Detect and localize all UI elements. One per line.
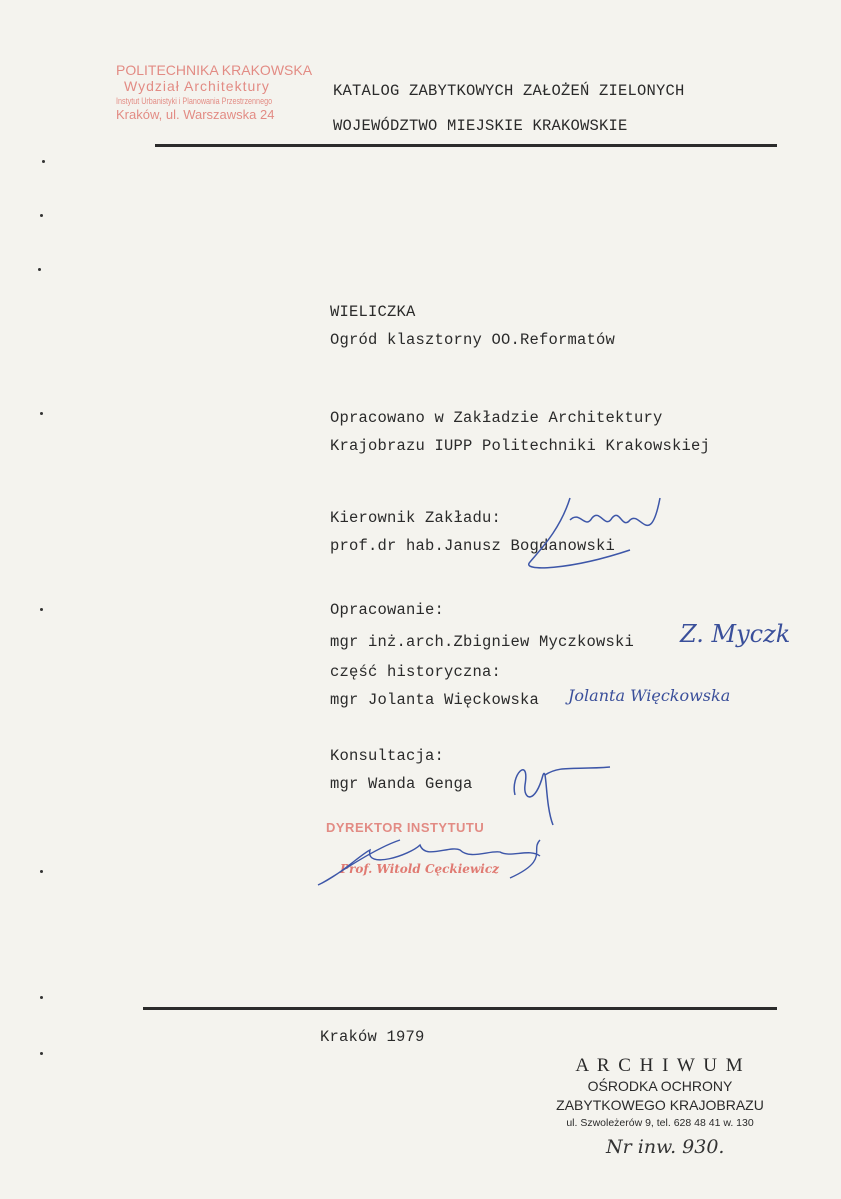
prepared-line-2: Krajobrazu IUPP Politechniki Krakowskiej (330, 437, 711, 455)
archive-line: OŚRODKA OCHRONY (587, 1078, 733, 1094)
margin-mark (40, 996, 43, 999)
margin-mark (40, 870, 43, 873)
catalog-title: KATALOG ZABYTKOWYCH ZAŁOŻEŃ ZIELONYCH (333, 82, 685, 100)
consultation-person: mgr Wanda Genga (330, 775, 473, 793)
header-rule (155, 144, 777, 147)
consultation-signature (505, 745, 625, 835)
archive-stamp (555, 1055, 765, 1129)
stamp-line: Instytut Urbanistyki i Planowania Przestrzennego (116, 96, 273, 106)
stamp-line: POLITECHNIKA KRAKOWSKA (116, 62, 313, 78)
authors-label: Opracowanie: (330, 601, 445, 619)
head-signature (510, 490, 680, 575)
footer-rule (143, 1007, 777, 1010)
history-label: część historyczna: (330, 663, 502, 681)
archive-line: ZABYTKOWEGO KRAJOBRAZU (556, 1097, 764, 1113)
stamp-line: Kraków, ul. Warszawska 24 (116, 107, 275, 122)
stamp-line: Wydział Architektury (124, 78, 270, 94)
margin-mark (40, 1052, 43, 1055)
archive-address: ul. Szwoleżerów 9, tel. 628 48 41 w. 130 (566, 1117, 754, 1129)
head-person: prof.dr hab.Janusz Bogdanowski (330, 537, 616, 555)
place-name: WIELICZKA (330, 303, 416, 321)
faculty-stamp (116, 62, 312, 122)
inventory-number: Nr inw. 930. (606, 1136, 725, 1158)
archive-title: A R C H I W U M (575, 1055, 745, 1076)
author-person: mgr inż.arch.Zbigniew Myczkowski (330, 633, 635, 651)
director-signature (310, 830, 560, 890)
margin-mark (42, 160, 45, 163)
history-person: mgr Jolanta Więckowska (330, 691, 540, 709)
prepared-line-1: Opracowano w Zakładzie Architektury (330, 409, 663, 427)
director-stamp-title: DYREKTOR INSTYTUTU (326, 820, 485, 835)
history-signature: Jolanta Więckowska (568, 686, 731, 705)
author-signature: Z. Myczk (680, 620, 791, 648)
garden-name: Ogród klasztorny OO.Reformatów (330, 331, 616, 349)
director-stamp-name: Prof. Witold Cęckiewicz (340, 862, 499, 876)
place-year: Kraków 1979 (320, 1028, 425, 1046)
margin-mark (40, 412, 43, 415)
voivodeship-title: WOJEWÓDZTWO MIEJSKIE KRAKOWSKIE (333, 117, 628, 135)
margin-mark (40, 214, 43, 217)
margin-mark (38, 268, 41, 271)
head-label: Kierownik Zakładu: (330, 509, 502, 527)
margin-mark (40, 608, 43, 611)
consultation-label: Konsultacja: (330, 747, 445, 765)
